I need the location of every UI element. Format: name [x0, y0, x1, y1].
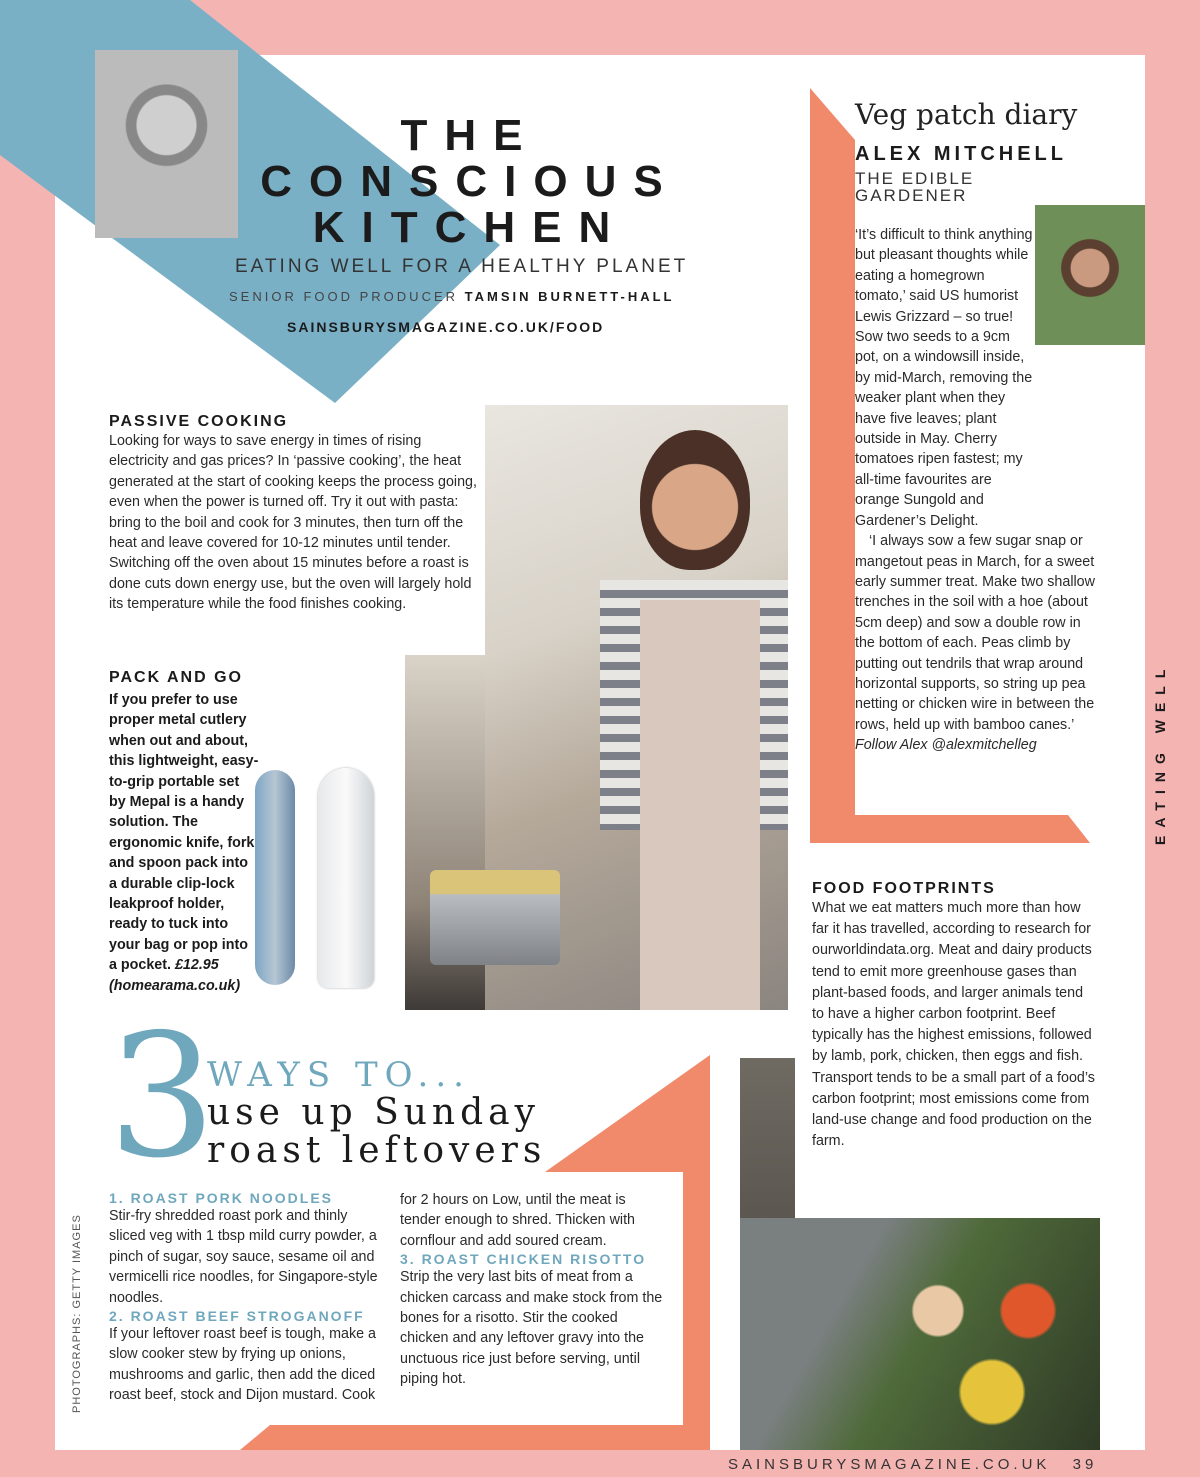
- author-photo: [95, 50, 238, 238]
- product-source-link[interactable]: (homearama.co.uk): [109, 977, 241, 994]
- vegetable-box-photo-main: [740, 1218, 1100, 1450]
- passive-cooking-section: [109, 413, 481, 615]
- veg-diary-body: [855, 225, 1100, 756]
- footer: [728, 1456, 1097, 1473]
- food-footprints-section: [812, 880, 1097, 1152]
- pot: [430, 870, 560, 965]
- three-ways-title-line-2: roast leftovers: [207, 1130, 547, 1171]
- way-1-body: Stir-fry shredded roast pork and thinly sliced veg with 1 tbsp mild curry powder, a pinch of sugar, soy sauce, sesame oil and vermicelli rice noodles, for Singapore-style noodles.: [109, 1208, 378, 1306]
- cutlery-spoon-photo: [318, 768, 374, 988]
- page-title: [240, 113, 700, 251]
- three-ways-kicker: WAYS TO...: [207, 1055, 471, 1095]
- veg-diary-title: Veg patch diary: [855, 98, 1078, 131]
- veg-diary-follow[interactable]: Follow Alex @alexmitchelleg: [855, 737, 1037, 754]
- veg-diary-para-2: ‘I always sow a few sugar snap or mangetout peas in March, for a sweet early summer treat. Make two shallow trenches in the soil with a hoe (about 5cm deep) and sow a double row in the bottom of each. Peas climb by putting out tendrils that wrap around horizontal supports, so string up pea netting or chicken wire in between the rows, held up with bamboo canes.’: [855, 533, 1095, 733]
- veg-diary-role: [855, 170, 974, 204]
- role-line-2: GARDENER: [855, 186, 968, 205]
- role-line-1: THE EDIBLE: [855, 169, 975, 188]
- pack-and-go-body-wrap: [109, 690, 259, 996]
- pack-and-go-heading: PACK AND GO: [109, 669, 243, 686]
- byline: [229, 289, 675, 304]
- woman-face: [640, 430, 750, 570]
- title-line-3: KITCHEN: [312, 203, 628, 252]
- food-footprints-body: What we eat matters much more than how far it has travelled, according to research for ourworldindata.org. Meat and dairy products tend to emit more greenhouse gases than plant-based foods, and larger animals tend to have a higher carbon footprint. Beef typically has the highest emissions, followed by lamb, pork, chicken, then eggs and fish. Transport tends to be a small part of a food’s carbon footprint; most emissions come from land-use change and food production on the farm.: [812, 900, 1095, 1150]
- cutlery-set-photo: [255, 770, 295, 985]
- product-price: £12.95: [174, 957, 219, 974]
- big-number-three: 3: [108, 998, 217, 1196]
- byline-role: SENIOR FOOD PRODUCER: [229, 289, 459, 304]
- photo-credit: PHOTOGRAPHS: GETTY IMAGES: [71, 1214, 83, 1413]
- title-line-1: THE: [400, 111, 540, 160]
- way-1-heading: 1. ROAST PORK NOODLES: [109, 1190, 334, 1206]
- byline-name: TAMSIN BURNETT-HALL: [464, 289, 675, 304]
- veg-diary-author: ALEX MITCHELL: [855, 143, 1067, 165]
- three-ways-title: [207, 1094, 546, 1170]
- way-2-heading: 2. ROAST BEEF STROGANOFF: [109, 1308, 365, 1325]
- subtitle: EATING WELL FOR A HEALTHY PLANET: [235, 256, 689, 277]
- passive-cooking-heading: PASSIVE COOKING: [109, 413, 289, 430]
- three-ways-list: [109, 1190, 669, 1406]
- veg-diary-para-1: ‘It’s difficult to think anything but pleasant thoughts while eating a homegrown tomato,’ said US humorist Lewis Grizzard – so true! Sow two seeds to a 9cm pot, on a windowsill inside, by mid-March, removing the weaker plant when they have five leaves; plant outside in May. Cherry tomatoes ripen fastest; my all-time favourites are orange Sungold and Gardener’s Delight.: [855, 227, 1033, 529]
- passive-cooking-body: Looking for ways to save energy in times of rising electricity and gas prices? In ‘passive cooking’, the heat generated at the start of cooking keeps the process going, even when the power is turned off. Try it out with pasta: bring to the boil and cook for 3 minutes, then turn off the heat and leave covered for 10-12 minutes until tender. Switching off the oven about 15 minutes before a roast is done cuts down energy use, but the oven will largely hold its temperature while the food finishes cooking.: [109, 433, 477, 613]
- footer-site: SAINSBURYSMAGAZINE.CO.UK: [728, 1456, 1051, 1473]
- website-link[interactable]: SAINSBURYSMAGAZINE.CO.UK/FOOD: [287, 319, 605, 335]
- way-3-body: Strip the very last bits of meat from a chicken carcass and make stock from the bones for a risotto. Stir the cooked chicken and any leftover gravy into the unctuous rice just before serving, until piping hot.: [400, 1269, 663, 1388]
- way-2-body: If your leftover roast beef is tough, make a slow cooker stew by frying up onions, mushrooms and garlic, then add the diced roast beef, stock and Dijon mustard. Cook for 2 hours on Low, until the meat is tender enough to shred. Thicken with cornflour and add soured cream.: [109, 1192, 635, 1404]
- three-ways-title-line-1: use up Sunday: [207, 1092, 540, 1133]
- food-footprints-heading: FOOD FOOTPRINTS: [812, 880, 996, 897]
- way-3-heading: 3. ROAST CHICKEN RISOTTO: [400, 1251, 647, 1268]
- section-label: EATING WELL: [1152, 661, 1168, 845]
- page-number: 39: [1072, 1456, 1098, 1473]
- pack-and-go-body: If you prefer to use proper metal cutlery when out and about, this lightweight, easy-to-grip portable set by Mepal is a handy solution. The ergonomic knife, fork and spoon pack into a durable clip-lock leakproof holder, ready to tuck into your bag or pop into a pocket.: [109, 692, 259, 974]
- apron: [640, 600, 760, 1010]
- title-line-2: CONSCIOUS: [260, 157, 680, 206]
